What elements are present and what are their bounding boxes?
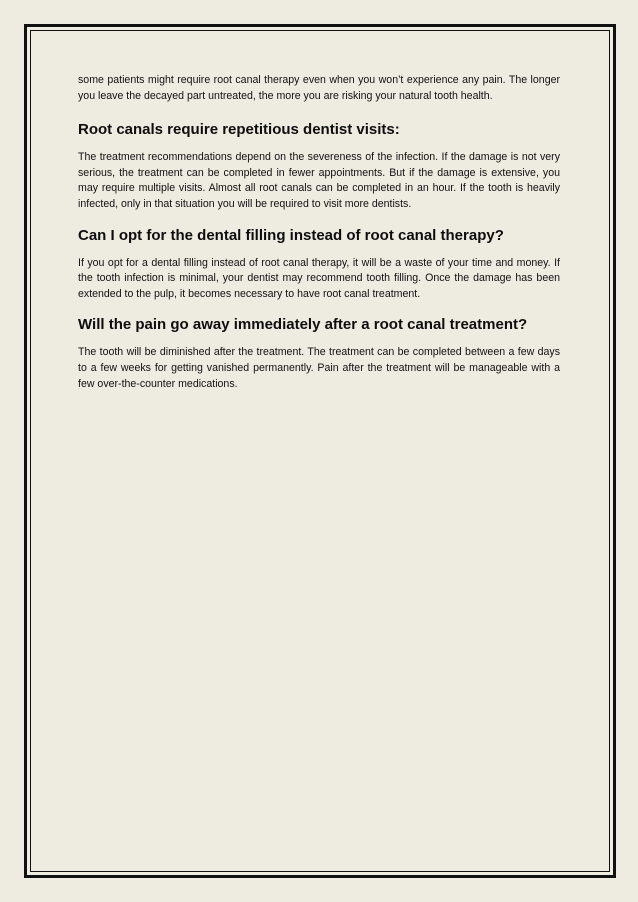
intro-paragraph: some patients might require root canal therapy even when you won’t experience any pain. The longer you leave the decayed part untreated, the more you are risking your natural tooth health. xyxy=(78,74,560,102)
section-heading-pain-after-treatment: Will the pain go away immediately after a root canal treatment? xyxy=(78,316,528,334)
section-body-repetitious-visits: The treatment recommendations depend on the severeness of the infection. If the damage is not very serious, the treatment can be completed in fewer appointments. But if the damage is extensive, you may require multiple visits. Almost all root canals can be completed in an hour. If the tooth is heavily infected, only in that situation you will be required to visit more dentists. xyxy=(78,151,560,210)
section-heading-repetitious-visits: Root canals require repetitious dentist visits: xyxy=(78,121,400,139)
section-body-pain-after-treatment: The tooth will be diminished after the treatment. The treatment can be completed between a few days to a few weeks for getting vanished permanently. Pain after the treatment will be manageable with a few over-the-counter medications. xyxy=(78,346,560,390)
section-body-dental-filling: If you opt for a dental filling instead of root canal therapy, it will be a waste of your time and money. If the tooth infection is minimal, your dentist may recommend tooth filling. Once the damage has been extended to the pulp, it becomes necessary to have root canal treatment. xyxy=(78,256,560,300)
document-body xyxy=(78,73,560,392)
section-heading-dental-filling: Can I opt for the dental filling instead of root canal therapy? xyxy=(78,226,504,244)
